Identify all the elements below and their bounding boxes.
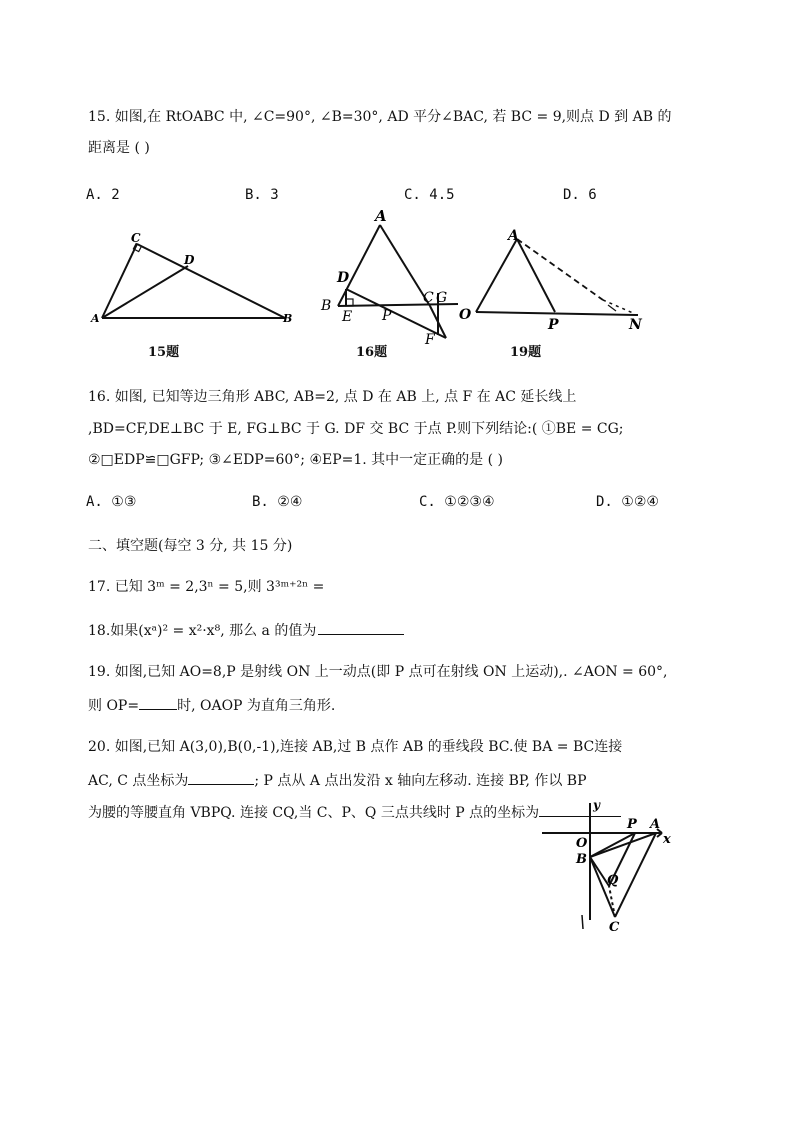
figure-20	[538, 797, 678, 937]
q18-line	[88, 620, 404, 640]
q17-text: 17. 已知 3ᵐ = 2,3ⁿ = 5,则 3³ᵐ⁺²ⁿ =	[88, 579, 325, 595]
fig20-label-y: y	[593, 798, 600, 812]
q20-text-b: ; P 点从 A 点出发沿 x 轴向左移动. 连接 BP, 作以 BP	[254, 773, 587, 789]
q15-option-b: B. 3	[245, 187, 279, 203]
fig16-label-d: D	[337, 270, 350, 286]
fig20-label-x: x	[663, 832, 671, 847]
fig16-label-f: F	[425, 332, 435, 345]
fig15-caption: 15题	[148, 345, 180, 360]
fig19-label-p: P	[548, 317, 559, 333]
fig19-caption: 19题	[510, 345, 542, 360]
section-title: 二、填空题(每空 3 分, 共 15 分)	[88, 538, 293, 554]
q16-line1: 16. 如图, 已知等边三角形 ABC, AB=2, 点 D 在 AB 上, 点 F 在 AC 延长线上	[88, 389, 577, 405]
q16-line3: ②□EDP≌□GFP; ③∠EDP=60°; ④EP=1. 其中一定正确的是 ( )	[88, 452, 503, 468]
q20-text-a: AC, C 点坐标为	[88, 773, 189, 789]
q16-option-a: A. ①③	[86, 494, 137, 510]
fig20-label-b: B	[576, 852, 587, 867]
q19-text-b: 时, OAOP 为直角三角形.	[177, 698, 336, 714]
q19-line1: 19. 如图,已知 AO=8,P 是射线 ON 上一动点(即 P 点可在射线 ON 上运动),. ∠AON = 60°,	[88, 664, 668, 680]
q18-answer-blank[interactable]	[318, 620, 404, 635]
fig15-label-a: A	[91, 312, 100, 325]
q16-option-b: B. ②④	[252, 494, 303, 510]
fig16-label-b: B	[321, 298, 332, 314]
fig16-label-c: C	[423, 290, 434, 306]
fig19-label-o: O	[459, 307, 472, 323]
fig16-label-a: A	[375, 207, 387, 225]
fig19-label-a: A	[508, 228, 519, 244]
fig20-label-a: A	[650, 817, 661, 832]
fig20-label-o: O	[576, 836, 588, 851]
q19-answer-blank[interactable]	[139, 695, 177, 710]
fig19-label-n: N	[629, 317, 642, 333]
q18-text: 18.如果(xᵃ)² = x²·x⁸, 那么 a 的值为	[88, 623, 317, 639]
q20-c-coordinate-blank[interactable]	[188, 770, 254, 785]
fig15-label-c: C	[131, 231, 141, 245]
q15-line1: 15. 如图,在 RtOABC 中, ∠C=90°, ∠B=30°, AD 平分∠BAC, 若 BC = 9,则点 D 到 AB 的	[88, 109, 672, 125]
q15-option-a: A. 2	[86, 187, 120, 203]
fig16-caption: 16题	[356, 345, 388, 360]
fig15-label-d: D	[184, 253, 195, 267]
fig16-label-e: E	[342, 309, 353, 325]
q15-option-c: C. 4.5	[404, 187, 455, 203]
q19-text-a: 则 OP=	[88, 698, 140, 714]
fig20-label-p: P	[627, 817, 637, 832]
q19-line2	[88, 695, 335, 715]
fig16-label-p: P	[382, 308, 392, 324]
figure-16	[318, 205, 468, 345]
figure-19	[458, 225, 648, 340]
figure-15	[85, 228, 295, 328]
q16-option-d: D. ①②④	[596, 494, 659, 510]
q20-line2	[88, 770, 587, 790]
fig20-label-q: Q	[607, 873, 619, 888]
q15-option-d: D. 6	[563, 187, 597, 203]
fig16-label-g: G	[436, 290, 448, 306]
q20-text-c: 为腰的等腰直角 VBPQ. 连接 CQ,当 C、P、Q 三点共线时 P 点的坐标为	[88, 805, 540, 821]
q16-option-c: C. ①②③④	[419, 494, 495, 510]
fig20-label-c: C	[609, 920, 620, 935]
fig15-label-b: B	[283, 312, 293, 325]
q16-line2: ,BD=CF,DE⊥BC 于 E, FG⊥BC 于 G. DF 交 BC 于点 P.则下列结论:( ①BE = CG;	[88, 421, 624, 437]
q20-line1: 20. 如图,已知 A(3,0),B(0,-1),连接 AB,过 B 点作 AB 的垂线段 BC.使 BA = BC连接	[88, 739, 623, 755]
q15-line2: 距离是 ( )	[88, 140, 150, 156]
